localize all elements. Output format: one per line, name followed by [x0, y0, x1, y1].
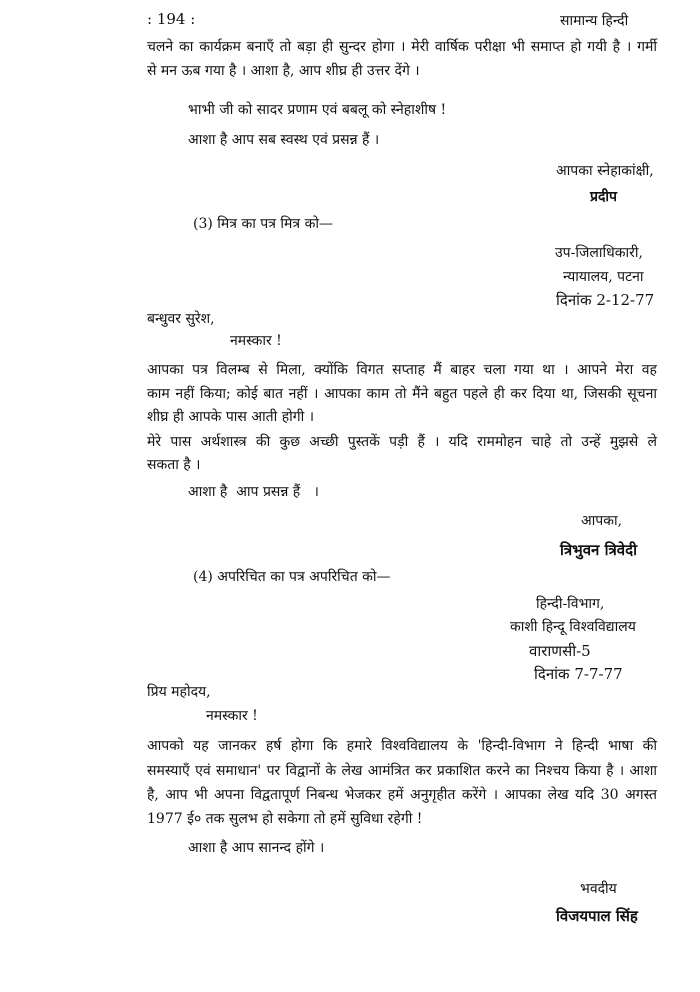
closing: भवदीय	[580, 881, 617, 897]
hope-line: आशा है आप प्रसन्न हैं ।	[188, 484, 319, 500]
closing: आपका स्नेहाकांक्षी,	[556, 163, 654, 179]
salutation: बन्धुवर सुरेश,	[147, 311, 215, 327]
paragraph-line: चलने का कार्यक्रम बनाएँ तो बड़ा ही सुन्दर होगा । मेरी वार्षिक परीक्षा भी समाप्त हो गयी है । गर्मी	[147, 39, 657, 55]
signature: विजयपाल सिंह	[556, 907, 638, 925]
paragraph-line: आपको यह जानकर हर्ष होगा कि हमारे विश्वविद्यालय के 'हिन्दी-विभाग ने हिन्दी भाषा की	[147, 738, 657, 754]
greeting: नमस्कार !	[230, 333, 282, 349]
address-line: वाराणसी-5	[529, 642, 591, 660]
letter-heading: (4) अपरिचित का पत्र अपरिचित को—	[193, 569, 391, 585]
regards-line: भाभी जी को सादर प्रणाम एवं बबलू को स्नेहाशीष !	[188, 102, 447, 118]
paragraph-line: समस्याएँ एवं समाधान' पर विद्वानों के लेख आमंत्रित कर प्रकाशित करने का निश्चय किया है । आशा	[147, 763, 657, 779]
paragraph-line: सकता है ।	[147, 457, 201, 473]
address-line: उप-जिलाधिकारी,	[555, 245, 643, 261]
paragraph-line: आपका पत्र विलम्ब से मिला, क्योंकि विगत सप्ताह मैं बाहर चला गया था । आपने मेरा वह	[147, 362, 657, 378]
paragraph-line: है, आप भी अपना विद्वतापूर्ण निबन्ध भेजकर हमें अनुगृहीत करेंगे । आपका लेख यदि 30 अगस्त	[147, 787, 657, 803]
address-line: न्यायालय, पटना	[563, 269, 644, 285]
paragraph-line: 1977 ई० तक सुलभ हो सकेगा तो हमें सुविधा रहेगी !	[147, 811, 423, 827]
paragraph-line: शीघ्र ही आपके पास आती होगी ।	[147, 409, 315, 425]
closing: आपका,	[581, 513, 623, 529]
book-title: सामान्य हिन्दी	[560, 13, 629, 29]
greeting: नमस्कार !	[206, 708, 258, 724]
letter-heading: (3) मित्र का पत्र मित्र को—	[193, 216, 333, 232]
hope-line: आशा है आप सानन्द होंगे ।	[188, 840, 325, 856]
signature: प्रदीप	[590, 189, 617, 205]
paragraph-line: से मन ऊब गया है । आशा है, आप शीघ्र ही उत्तर देंगे ।	[147, 63, 420, 79]
address-line: हिन्दी-विभाग,	[536, 596, 605, 612]
date-line: दिनांक 2-12-77	[556, 291, 655, 309]
paragraph-line: मेरे पास अर्थशास्त्र की कुछ अच्छी पुस्तकें पड़ी हैं । यदि राममोहन चाहे तो उन्हें मुझसे ले	[147, 434, 657, 450]
signature: त्रिभुवन त्रिवेदी	[560, 541, 637, 559]
date-line: दिनांक 7-7-77	[534, 665, 623, 683]
paragraph-line: काम नहीं किया; कोई बात नहीं । आपका काम तो मैंने बहुत पहले ही कर दिया था, जिसकी सूचना	[147, 386, 657, 402]
address-line: काशी हिन्दू विश्वविद्यालय	[510, 619, 636, 635]
salutation: प्रिय महोदय,	[147, 684, 211, 700]
hope-line: आशा है आप सब स्वस्थ एवं प्रसन्न हैं ।	[188, 132, 380, 148]
page-number: : 194 :	[147, 10, 196, 28]
